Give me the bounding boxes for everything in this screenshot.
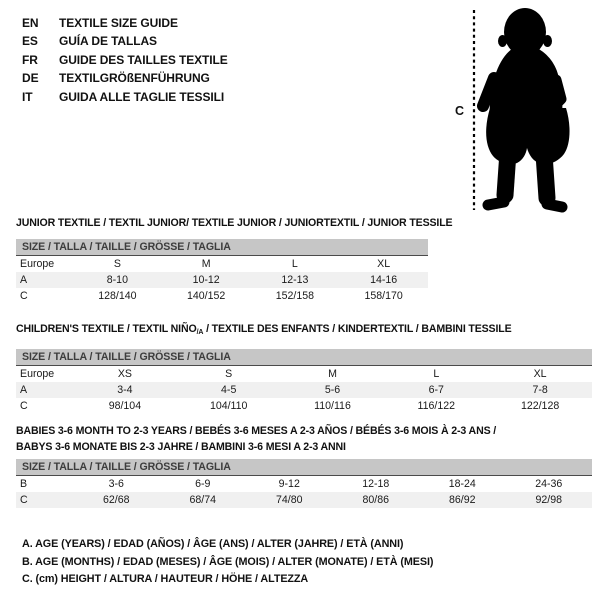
table-cell: Europe bbox=[20, 258, 55, 270]
table-cell: 5-6 bbox=[324, 384, 341, 396]
table-title-text: CHILDREN'S TEXTILE / TEXTIL NIÑO bbox=[16, 323, 197, 335]
table-cell: 10-12 bbox=[192, 274, 220, 286]
table-cell: 98/104 bbox=[108, 400, 142, 412]
table-cell: 68/74 bbox=[189, 494, 216, 506]
language-label: TEXTILE SIZE GUIDE bbox=[59, 16, 178, 30]
table-cell: 128/140 bbox=[98, 290, 137, 302]
table-section-babies bbox=[16, 423, 592, 508]
legend-line: A. AGE (YEARS) / EDAD (AÑOS) / ÂGE (ANS) / ALTER (JAHRE) / ETÀ (ANNI) bbox=[22, 538, 404, 550]
table-title-line bbox=[16, 423, 592, 439]
table-title-text: BABIES 3-6 MONTH TO 2-3 YEARS / BEBÉS 3-6 MESES A 2-3 AÑOS / BÉBÉS 3-6 MOIS À 2-3 ANS / bbox=[16, 425, 497, 437]
size-header-bar: SIZE / TALLA / TAILLE / GRÖSSE / TAGLIA bbox=[16, 239, 428, 256]
table-title-text: JUNIOR TEXTILE / TEXTIL JUNIOR/ TEXTILE JUNIOR / JUNIORTEXTIL / JUNIOR TESSILE bbox=[16, 217, 453, 229]
language-label: GUÍA DE TALLAS bbox=[59, 34, 157, 49]
height-measure-label: C bbox=[455, 104, 465, 118]
table-cell: 7-8 bbox=[532, 384, 548, 396]
language-row bbox=[22, 14, 228, 32]
table-cell: 8-10 bbox=[106, 274, 128, 286]
table-cell: 152/158 bbox=[275, 290, 315, 302]
table-cell: C bbox=[20, 494, 28, 506]
table-title bbox=[16, 215, 453, 231]
table-title bbox=[16, 423, 592, 455]
toddler-silhouette-icon bbox=[477, 6, 579, 214]
language-row bbox=[22, 32, 228, 50]
table-cell: 86/92 bbox=[448, 494, 476, 506]
table-title-line bbox=[16, 321, 592, 341]
language-label: TEXTILGRÖßENFÜHRUNG bbox=[59, 71, 210, 86]
language-title-list bbox=[22, 14, 228, 106]
table-cell: M bbox=[328, 368, 337, 380]
table-cell: Europe bbox=[20, 368, 55, 380]
table-row bbox=[16, 492, 592, 508]
table-cell: B bbox=[20, 478, 28, 490]
table-cell: S bbox=[113, 258, 121, 270]
table-cell: C bbox=[20, 400, 28, 412]
table-cell: 24-36 bbox=[535, 478, 563, 490]
table-cell: 140/152 bbox=[186, 290, 226, 302]
table-title bbox=[16, 321, 592, 341]
language-row bbox=[22, 69, 228, 87]
table-cell: 18-24 bbox=[448, 478, 476, 490]
table-cell: XL bbox=[533, 368, 547, 380]
table-cell: 12-13 bbox=[281, 274, 309, 286]
table-cell: S bbox=[225, 368, 233, 380]
table-cell: L bbox=[291, 258, 298, 270]
table-row bbox=[16, 382, 592, 398]
table-cell: C bbox=[20, 290, 28, 302]
table-cell: 80/86 bbox=[362, 494, 389, 506]
size-header-bar: SIZE / TALLA / TAILLE / GRÖSSE / TAGLIA bbox=[16, 349, 592, 366]
table-title-line bbox=[16, 439, 592, 455]
legend-line: B. AGE (MONTHS) / EDAD (MESES) / ÂGE (MOIS) / ALTER (MONATE) / ETÀ (MESI) bbox=[22, 555, 434, 568]
language-code: ES bbox=[22, 34, 38, 49]
table-cell: 4-5 bbox=[221, 384, 237, 396]
table-cell: 74/80 bbox=[275, 494, 303, 506]
table-section-junior bbox=[16, 215, 453, 304]
table-cell: 92/98 bbox=[535, 494, 562, 506]
table-cell: 6-9 bbox=[195, 478, 211, 490]
size-table-children bbox=[16, 349, 592, 414]
table-cell: 9-12 bbox=[278, 478, 300, 490]
table-title-text: BABYS 3-6 MONATE BIS 2-3 JAHRE / BAMBINI 3-6 MESI A 2-3 ANNI bbox=[16, 441, 346, 453]
language-label: GUIDE DES TAILLES TEXTILE bbox=[59, 52, 228, 67]
table-row bbox=[16, 366, 592, 383]
table-cell: 116/122 bbox=[417, 400, 456, 412]
language-label: GUIDA ALLE TAGLIE TESSILI bbox=[59, 89, 225, 104]
table-cell: 14-16 bbox=[370, 274, 398, 286]
table-cell: 3-6 bbox=[108, 478, 124, 490]
table-cell: 158/170 bbox=[364, 290, 403, 302]
table-cell: 12-18 bbox=[362, 478, 390, 490]
size-table-junior bbox=[16, 239, 428, 304]
language-row bbox=[22, 88, 228, 106]
table-section-children bbox=[16, 321, 592, 414]
table-cell: XL bbox=[377, 258, 391, 270]
language-code: DE bbox=[22, 71, 39, 86]
size-table-babies bbox=[16, 459, 592, 508]
language-row bbox=[22, 51, 228, 69]
table-cell: 6-7 bbox=[428, 384, 444, 396]
table-row bbox=[16, 272, 428, 288]
table-title-text: / TEXTILE DES ENFANTS / KINDERTEXTIL / BAMBINI TESSILE bbox=[203, 323, 512, 335]
table-title-line bbox=[16, 215, 453, 231]
legend-line: C. (cm) HEIGHT / ALTURA / HAUTEUR / HÖHE / ALTEZZA bbox=[22, 573, 309, 585]
table-row bbox=[16, 288, 428, 304]
measure-legend bbox=[22, 536, 433, 589]
table-title-text: /A bbox=[196, 329, 204, 336]
size-header-bar: SIZE / TALLA / TAILLE / GRÖSSE / TAGLIA bbox=[16, 459, 592, 476]
table-cell: M bbox=[201, 258, 211, 270]
table-cell: 122/128 bbox=[520, 400, 560, 412]
language-code: FR bbox=[22, 52, 38, 67]
table-cell: A bbox=[20, 384, 28, 396]
table-cell: XS bbox=[117, 368, 132, 380]
table-row bbox=[16, 476, 592, 493]
table-cell: L bbox=[433, 368, 440, 380]
table-row bbox=[16, 256, 428, 273]
table-cell: 3-4 bbox=[117, 384, 133, 396]
table-cell: 104/110 bbox=[209, 400, 248, 412]
table-cell: A bbox=[20, 274, 28, 286]
table-cell: 110/116 bbox=[314, 400, 351, 412]
language-code: EN bbox=[22, 16, 39, 30]
table-cell: 62/68 bbox=[102, 494, 130, 506]
table-row bbox=[16, 398, 592, 414]
language-code: IT bbox=[22, 89, 33, 104]
height-figure bbox=[445, 4, 595, 218]
